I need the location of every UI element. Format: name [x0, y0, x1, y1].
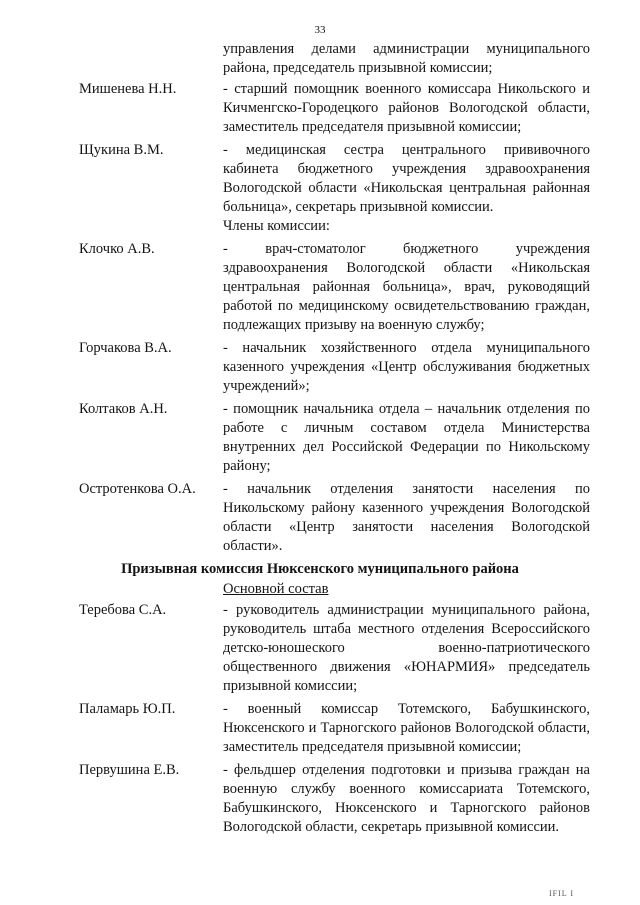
member-row — [0, 141, 640, 217]
member-role: - старший помощник военного комиссара Никольского и Кичменгско-Городецкого районов Вологодской области, заместитель председателя призывной комиссии; — [223, 81, 590, 135]
member-role: - помощник начальника отдела – начальник отделения по работе с личным составом отдела Министерства внутренних дел Российской Федерации по Никольскому району; — [223, 401, 590, 474]
section-subtitle: Основной состав — [223, 581, 329, 597]
member-row — [0, 480, 640, 556]
member-role: - начальник хозяйственного отдела муниципального казенного учреждения «Центр обслуживания бюджетных учреждений»; — [223, 340, 590, 394]
continuation-text: управления делами администрации муниципального района, председатель призывной комиссии; — [223, 41, 590, 76]
member-row — [0, 761, 640, 837]
member-name: Колтаков А.Н. — [79, 401, 168, 417]
member-role: - руководитель администрации муниципального района, руководитель штаба местного отделения Всероссийского детско-юношеского военно-патриотического общественного движения «ЮНАРМИЯ» председатель призывной комиссии; — [223, 602, 590, 694]
section-title: Призывная комиссия Нюксенского муниципального района — [121, 561, 519, 577]
member-name: Первушина Е.В. — [79, 762, 180, 778]
member-role: - фельдшер отделения подготовки и призыва граждан на военную службу военного комиссариата Тотемского, Бабушкинского, Нюксенского и Тарногского районов Вологодской области, секретарь призывной комиссии. — [223, 762, 590, 835]
nyuksensky-commission-block — [0, 601, 640, 837]
member-name: Остротенкова О.А. — [79, 481, 196, 497]
member-row — [0, 339, 640, 396]
page-number: 33 — [314, 24, 326, 36]
member-row — [0, 601, 640, 696]
continuation-row — [0, 40, 640, 78]
member-name: Теребова С.А. — [79, 602, 167, 618]
member-row — [0, 80, 640, 137]
members-heading: Члены комиссии: — [223, 218, 330, 234]
members-heading-row — [0, 217, 640, 236]
member-name: Горчакова В.А. — [79, 340, 172, 356]
member-role: - начальник отделения занятости населения по Никольскому району казенного учреждения Вологодской области «Центр занятости населения Вологодской области». — [223, 481, 590, 554]
nikolsky-commission-block — [0, 40, 640, 556]
member-role: - военный комиссар Тотемского, Бабушкинского, Нюксенского и Тарногского районов Вологодской области, заместитель председателя призывной комиссии; — [223, 701, 590, 755]
member-name: Паламарь Ю.П. — [79, 701, 176, 717]
member-role: - врач-стоматолог бюджетного учреждения здравоохранения Вологодской области «Никольская центральная районная больница», врач, руководящий работой по медицинскому освидетельствованию граждан, подлежащих призыву на военную службу; — [223, 241, 590, 333]
member-row — [0, 400, 640, 476]
member-row — [0, 240, 640, 335]
footer-mark: IFIL I — [548, 889, 574, 898]
member-name: Щукина В.М. — [79, 142, 164, 158]
member-name: Мишенева Н.Н. — [79, 81, 177, 97]
member-name: Клочко А.В. — [79, 241, 155, 257]
member-role: - медицинская сестра центрального прививочного кабинета бюджетного учреждения здравоохранения Вологодской области «Никольская центральная районная больница», секретарь призывной комиссии. — [223, 142, 590, 215]
member-row — [0, 700, 640, 757]
